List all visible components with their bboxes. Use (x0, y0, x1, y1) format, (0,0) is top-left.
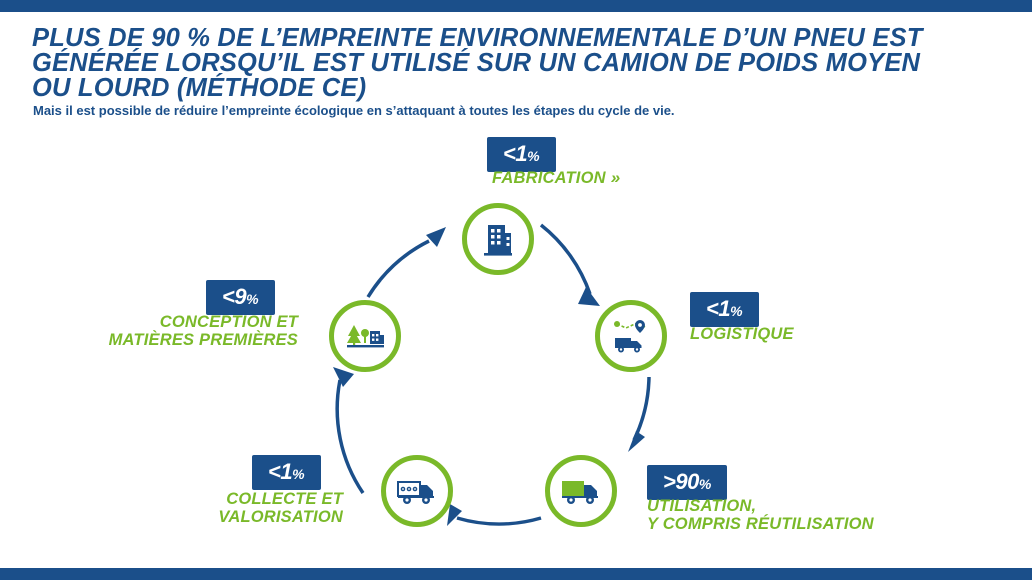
node-fabrication[interactable] (462, 203, 534, 275)
caption-utilisation-line1: UTILISATION, (647, 497, 757, 515)
badge-conception-value: <9 (222, 284, 247, 309)
badge-utilisation-value: >90 (663, 469, 699, 494)
badge-collecte (252, 455, 321, 490)
tire-collection-truck-icon (395, 474, 439, 508)
page-subtitle: Mais il est possible de réduire l’empreinte écologique en s’attaquant à toutes les étapes du cycle de vie. (33, 103, 675, 118)
node-conception[interactable] (329, 300, 401, 372)
badge-logistique-unit: % (730, 303, 743, 319)
caption-conception (0, 313, 298, 349)
raw-materials-trees-factory-icon (343, 319, 387, 353)
lifecycle-diagram (0, 125, 1032, 568)
badge-fabrication-unit: % (527, 148, 540, 164)
page-title: PLUS DE 90 % DE L’EMPREINTE ENVIRONNEMENTALE D’UN PNEU EST GÉNÉRÉE LORSQU’IL EST UTILISÉ SUR UN CAMION DE POIDS MOYEN OU LOURD (MÉTHODE CE) (32, 24, 923, 102)
badge-collecte-unit: % (292, 466, 305, 482)
caption-collecte-line2: VALORISATION (218, 508, 343, 526)
caption-fabrication (492, 169, 617, 187)
bottom-accent-bar (0, 568, 1032, 580)
delivery-truck-map-icon (610, 316, 652, 356)
badge-fabrication (487, 137, 556, 172)
green-truck-icon (559, 474, 603, 508)
badge-logistique (690, 292, 759, 327)
badge-collecte-value: <1 (268, 459, 293, 484)
badge-conception-unit: % (246, 291, 259, 307)
chevron-right-icon: » (610, 168, 618, 187)
caption-utilisation-line2: Y COMPRIS RÉUTILISATION (647, 515, 874, 533)
node-utilisation[interactable] (545, 455, 617, 527)
node-collecte[interactable] (381, 455, 453, 527)
caption-conception-line2: MATIÈRES PREMIÈRES (108, 331, 298, 349)
badge-utilisation (647, 465, 727, 500)
caption-collecte-line1: COLLECTE ET (226, 490, 343, 508)
caption-fabrication-label: FABRICATION (492, 169, 606, 187)
caption-utilisation (647, 497, 874, 533)
caption-logistique (690, 325, 794, 343)
top-accent-bar (0, 0, 1032, 12)
caption-conception-line1: CONCEPTION ET (159, 313, 298, 331)
badge-utilisation-unit: % (698, 476, 712, 492)
badge-logistique-value: <1 (706, 296, 731, 321)
badge-fabrication-value: <1 (503, 141, 528, 166)
caption-logistique-label: LOGISTIQUE (690, 325, 794, 343)
factory-building-icon (478, 219, 518, 259)
node-logistique[interactable] (595, 300, 667, 372)
caption-collecte (0, 490, 343, 526)
badge-conception (206, 280, 275, 315)
